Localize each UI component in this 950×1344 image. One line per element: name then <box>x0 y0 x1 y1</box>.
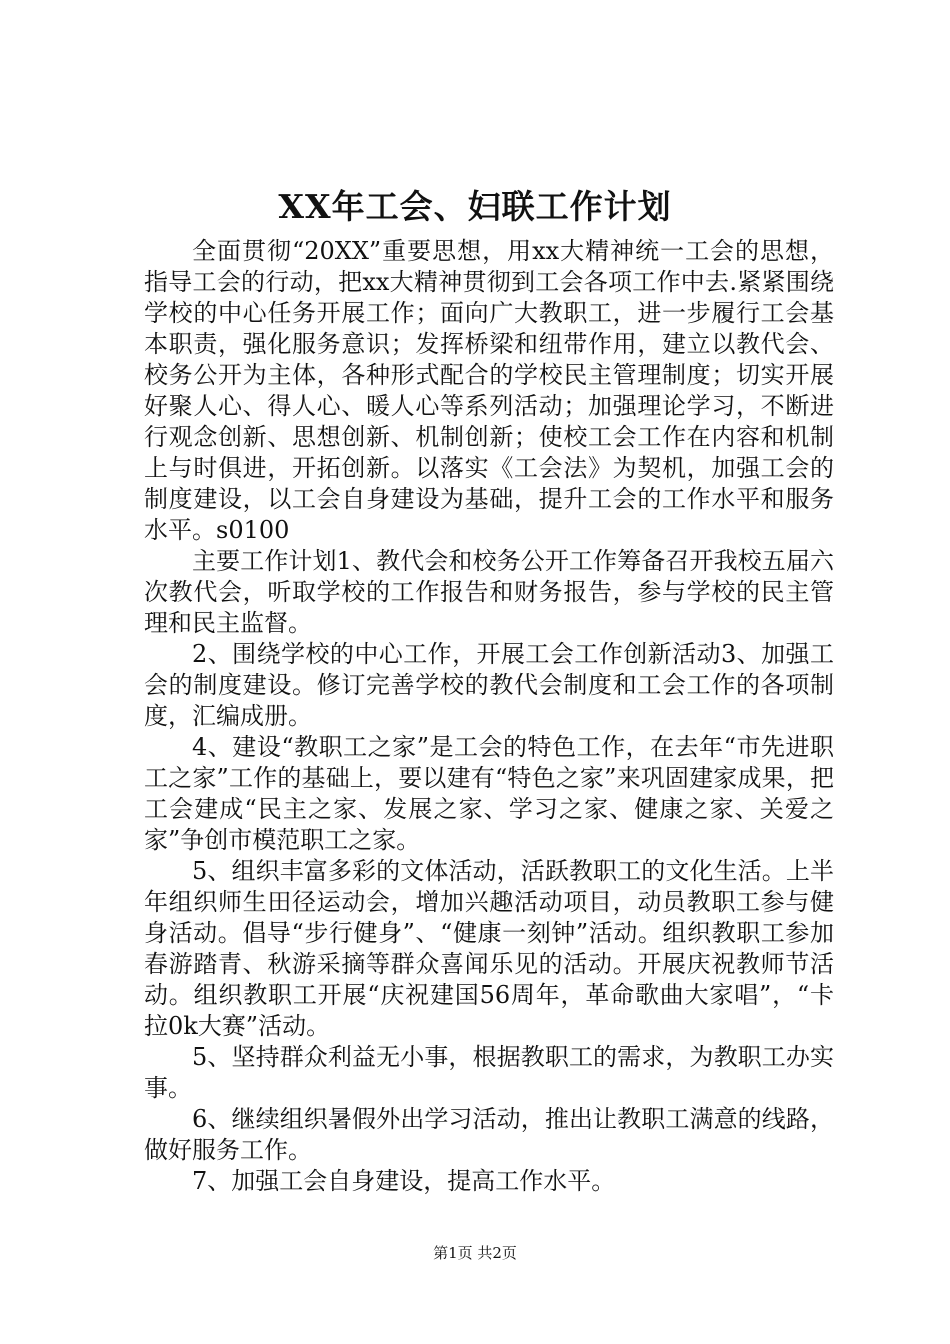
paragraph-intro: 全面贯彻“20XX”重要思想，用xx大精神统一工会的思想，指导工会的行动，把xx大精神贯彻到工会各项工作中去.紧紧围绕学校的中心任务开展工作；面向广大教职工，进一步履行工会基本职责，强化服务意识；发挥桥梁和纽带作用，建立以教代会、校务公开为主体，各种形式配合的学校民主管理制度；切实开展好聚人心、得人心、暖人心等系列活动；加强理论学习，不断进行观念创新、思想创新、机制创新；使校工会工作在内容和机制上与时俱进，开拓创新。以落实《工会法》为契机，加强工会的制度建设，以工会自身建设为基础，提升工会的工作水平和服务水平。s0100 <box>144 237 834 544</box>
document-body <box>144 236 834 1197</box>
paragraph-item-2: 2、围绕学校的中心工作，开展工会工作创新活动3、加强工会的制度建设。修订完善学校的教代会制度和工会工作的各项制度，汇编成册。 <box>144 640 834 730</box>
paragraph-item-6: 6、继续组织暑假外出学习活动，推出让教职工满意的线路，做好服务工作。 <box>144 1105 834 1164</box>
page-number-footer: 第1页 共2页 <box>433 1244 517 1262</box>
paragraph-item-5-activities: 5、组织丰富多彩的文体活动，活跃教职工的文化生活。上半年组织师生田径运动会，增加兴趣活动项目，动员教职工参与健身活动。倡导“步行健身”、“健康一刻钟”活动。组织教职工参加春游踏青、秋游采摘等群众喜闻乐见的活动。开展庆祝教师节活动。组织教职工开展“庆祝建国56周年，革命歌曲大家唱”，“卡拉0k大赛”活动。 <box>144 857 834 1040</box>
paragraph-item-7: 7、加强工会自身建设，提高工作水平。 <box>192 1167 616 1195</box>
paragraph-item-4: 4、建设“教职工之家”是工会的特色工作，在去年“市先进职工之家”工作的基础上，要以建有“特色之家”来巩固建家成果，把工会建成“民主之家、发展之家、学习之家、健康之家、关爱之家”争创市模范职工之家。 <box>144 733 834 854</box>
document-title: XX年工会、妇联工作计划 <box>278 187 672 226</box>
paragraph-item-1: 主要工作计划1、教代会和校务公开工作筹备召开我校五届六次教代会，听取学校的工作报告和财务报告，参与学校的民主管理和民主监督。 <box>144 547 834 637</box>
paragraph-item-5-interests: 5、坚持群众利益无小事，根据教职工的需求，为教职工办实事。 <box>144 1043 834 1102</box>
